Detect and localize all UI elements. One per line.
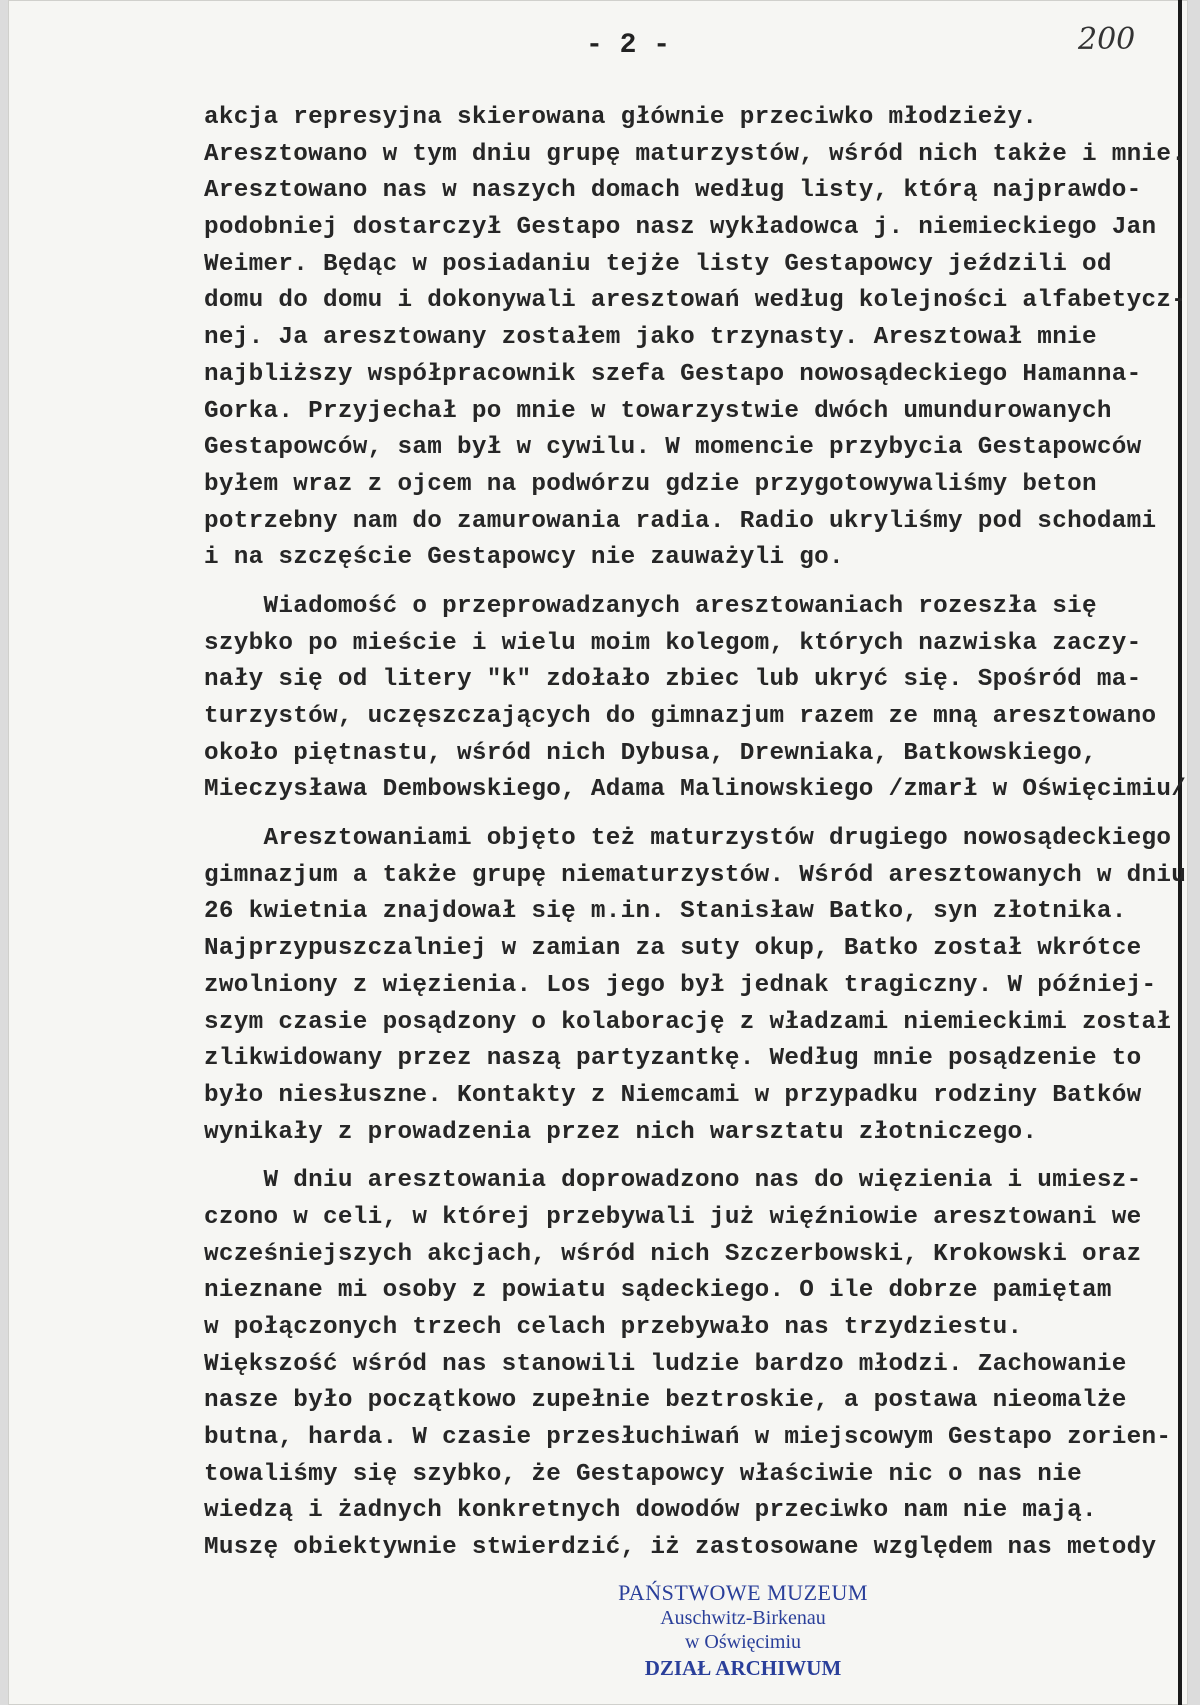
text-line: Wiadomość o przeprowadzanych aresztowaniach rozeszła się <box>204 592 1097 620</box>
paragraph <box>204 1163 1184 1567</box>
text-line: nieznane mi osoby z powiatu sądeckiego. O ile dobrze pamiętam <box>204 1277 1112 1305</box>
text-line: czono w celi, w której przebywali już więźniowie aresztowani we <box>204 1203 1142 1231</box>
text-line: W dniu aresztowania doprowadzono nas do więzienia i umiesz- <box>204 1167 1142 1195</box>
text-line: byłem wraz z ojcem na podwórzu gdzie przygotowywaliśmy beton <box>204 470 1097 498</box>
text-line: w połączonych trzech celach przebywało nas trzydziestu. <box>204 1314 1023 1341</box>
text-line: potrzebny nam do zamurowania radia. Radio ukryliśmy pod schodami <box>204 507 1157 535</box>
text-line: zwolniony z więzienia. Los jego był jednak tragiczny. W później- <box>204 971 1157 999</box>
text-line: zlikwidowany przez naszą partyzantkę. Według mnie posądzenie to <box>204 1045 1142 1073</box>
document-page <box>8 0 1188 1705</box>
text-line: butna, harda. W czasie przesłuchiwań w miejscowym Gestapo zorien- <box>204 1424 1172 1452</box>
stamp-line: w Oświęcimiu <box>684 1631 802 1653</box>
archive-number: 200 <box>1078 22 1136 57</box>
text-line: akcja represyjna skierowana głównie przeciwko młodzieży. <box>204 104 1038 131</box>
paragraph-gap <box>204 577 1184 589</box>
paragraph-gap <box>204 809 1184 821</box>
text-line: najbliższy współpracownik szefa Gestapo nowosądeckiego Hamanna- <box>204 360 1142 388</box>
paragraph <box>204 821 1187 1151</box>
paragraph-gap <box>204 1151 1184 1163</box>
text-line: nasze było początkowo zupełnie beztroskie, a postawa nieomalże <box>204 1387 1127 1415</box>
stamp-line: DZIAŁ ARCHIWUM <box>644 1656 842 1680</box>
stamp-line: Auschwitz-Birkenau <box>660 1607 826 1629</box>
text-line: towaliśmy się szybko, że Gestapowcy właściwie nic o nas nie <box>204 1460 1082 1488</box>
text-line: Aresztowano w tym dniu grupę maturzystów, wśród nich także i mnie. <box>204 140 1187 168</box>
text-line: Najprzypuszczalniej w zamian za suty okup, Batko został wkrótce <box>204 935 1142 963</box>
stamp-line: PAŃSTWOWE MUZEUM <box>618 1580 868 1605</box>
text-line: gimnazjum a także grupę niematurzystów. Wśród aresztowanych w dniu <box>204 861 1187 889</box>
text-line: wiedzą i żadnych konkretnych dowodów przeciwko nam nie mają. <box>204 1497 1097 1525</box>
archive-stamp <box>598 1580 888 1682</box>
document-body <box>204 100 1187 1567</box>
text-line: nały się od litery "k" zdołało zbiec lub ukryć się. Spośród ma- <box>204 666 1142 694</box>
page-number: - 2 - <box>585 30 670 61</box>
text-line: szym czasie posądzony o kolaborację z władzami niemieckimi został <box>204 1008 1172 1036</box>
text-line: nej. Ja aresztowany zostałem jako trzynasty. Aresztował mnie <box>204 324 1097 352</box>
paragraph <box>204 589 1187 809</box>
text-line: podobniej dostarczył Gestapo nasz wykładowca j. niemieckiego Jan <box>204 214 1157 242</box>
text-line: Gorka. Przyjechał po mnie w towarzystwie dwóch umundurowanych <box>204 397 1112 425</box>
text-line: i na szczęście Gestapowcy nie zauważyli go. <box>204 544 844 572</box>
text-line: Aresztowaniami objęto też maturzystów drugiego nowosądeckiego <box>204 825 1172 853</box>
text-line: około piętnastu, wśród nich Dybusa, Drewniaka, Batkowskiego, <box>204 739 1097 767</box>
text-line: wynikały z prowadzenia przez nich warsztatu złotniczego. <box>204 1118 1038 1146</box>
text-line: Mieczysława Dembowskiego, Adama Malinowskiego /zmarł w Oświęcimiu/ <box>204 776 1187 804</box>
text-line: szybko po mieście i wielu moim kolegom, których nazwiska zaczy- <box>204 629 1142 657</box>
text-line: Gestapowców, sam był w cywilu. W momencie przybycia Gestapowców <box>204 434 1142 462</box>
text-line: Większość wśród nas stanowili ludzie bardzo młodzi. Zachowanie <box>204 1350 1127 1378</box>
paragraph <box>204 100 1187 577</box>
text-line: było niesłuszne. Kontakty z Niemcami w przypadku rodziny Batków <box>204 1081 1142 1109</box>
text-line: Aresztowano nas w naszych domach według listy, którą najprawdo- <box>204 177 1142 205</box>
text-line: domu do domu i dokonywali aresztowań według kolejności alfabetycz- <box>204 287 1187 315</box>
text-line: Weimer. Będąc w posiadaniu tejże listy Gestapowcy jeździli od <box>204 250 1112 278</box>
text-line: turzystów, uczęszczających do gimnazjum razem ze mną aresztowano <box>204 703 1157 730</box>
text-line: Muszę obiektywnie stwierdzić, iż zastosowane względem nas metody <box>204 1534 1157 1562</box>
text-line: 26 kwietnia znajdował się m.in. Stanisław Batko, syn złotnika. <box>204 898 1127 926</box>
text-line: wcześniejszych akcjach, wśród nich Szczerbowski, Krokowski oraz <box>204 1240 1142 1268</box>
